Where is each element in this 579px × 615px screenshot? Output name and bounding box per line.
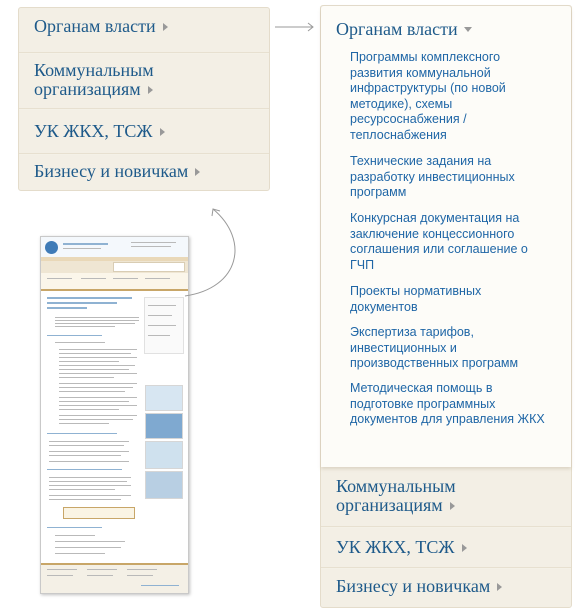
webpage-screenshot-thumbnail: [40, 236, 189, 594]
arrow-right-icon: [275, 23, 313, 31]
expanded-menu-title-label: Органам власти: [336, 19, 458, 39]
left-menu: [18, 7, 270, 191]
triangle-right-icon: [195, 168, 200, 176]
submenu-link[interactable]: Методическая помощь в подготовке программных документов для управления ЖКХ: [350, 381, 545, 426]
submenu-link[interactable]: Экспертиза тарифов, инвестиционных и производственных программ: [350, 325, 519, 370]
right-menu-item-label: Коммунальным: [336, 476, 456, 496]
left-menu-item-management-companies[interactable]: [19, 122, 269, 141]
triangle-right-icon: [450, 502, 455, 510]
menu-divider: [19, 52, 269, 54]
left-menu-item-label: Бизнесу и новичкам: [34, 161, 189, 181]
right-menu-expanded: [320, 5, 572, 608]
menu-divider: [321, 526, 571, 528]
left-menu-item-business[interactable]: [19, 162, 269, 181]
left-menu-item-authorities[interactable]: [19, 17, 269, 36]
menu-divider: [321, 567, 571, 569]
left-menu-item-label: организациям: [34, 79, 141, 99]
right-menu-item-business[interactable]: [336, 577, 571, 596]
submenu-link[interactable]: Проекты нормативных документов: [350, 284, 482, 314]
left-menu-item-label: Органам власти: [34, 16, 156, 36]
right-menu-item-label: организациям: [336, 495, 443, 515]
submenu-link[interactable]: Программы комплексного развития коммунальной инфраструктуры (по новой методике), схемы ресурсоснабжения / теплоснабжения: [350, 50, 506, 142]
curved-arrow-icon: [185, 209, 235, 296]
left-menu-item-label: Коммунальным: [34, 60, 154, 80]
left-menu-item-utilities[interactable]: [19, 61, 269, 99]
right-menu-item-label: Бизнесу и новичкам: [336, 576, 491, 596]
right-menu-item-utilities[interactable]: [336, 477, 571, 515]
menu-divider: [19, 153, 269, 155]
triangle-right-icon: [160, 128, 165, 136]
expanded-menu-title[interactable]: [336, 20, 472, 39]
logo-icon: [45, 241, 58, 254]
submenu-panel: [321, 6, 571, 467]
triangle-down-icon: [464, 27, 472, 32]
triangle-right-icon: [163, 23, 168, 31]
triangle-right-icon: [462, 544, 467, 552]
right-menu-item-label: УК ЖКХ, ТСЖ: [336, 537, 455, 557]
submenu-link[interactable]: Технические задания на разработку инвестиционных программ: [350, 154, 515, 199]
right-menu-item-management-companies[interactable]: [336, 538, 571, 557]
menu-divider: [19, 108, 269, 110]
left-menu-item-label: УК ЖКХ, ТСЖ: [34, 121, 153, 141]
triangle-right-icon: [497, 583, 502, 591]
submenu-link[interactable]: Конкурсная документация на заключение концессионного соглашения или соглашение о ГЧП: [350, 211, 528, 272]
triangle-right-icon: [148, 86, 153, 94]
